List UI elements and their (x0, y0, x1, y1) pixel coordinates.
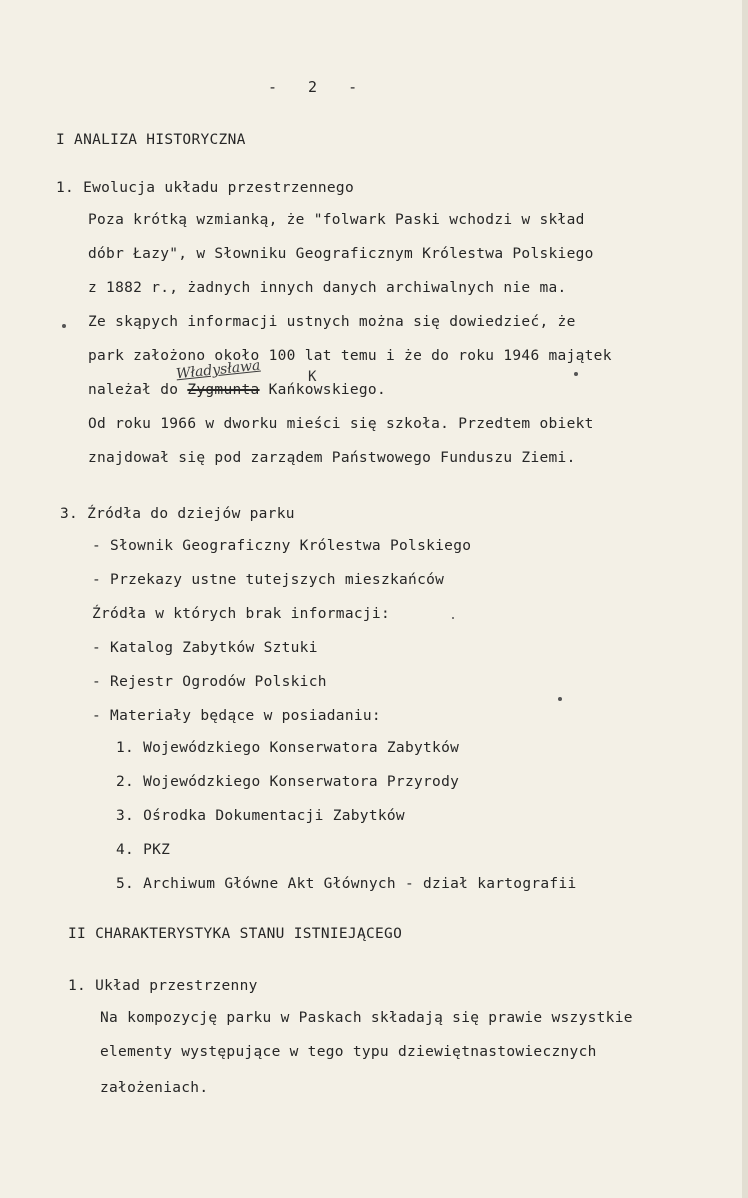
text-line: I ANALIZA HISTORYCZNA (56, 132, 246, 148)
text-line: 1. Układ przestrzenny (68, 978, 258, 994)
page-edge (742, 0, 748, 1198)
text-line: 5. Archiwum Główne Akt Głównych - dział kartografii (116, 876, 577, 892)
ink-spot (574, 372, 578, 376)
text-line: 3. Ośrodka Dokumentacji Zabytków (116, 808, 405, 824)
handwritten-mark: K (308, 369, 317, 385)
text-line: Na kompozycję parku w Paskach składają się prawie wszystkie (100, 1010, 633, 1026)
page-number: - 2 - (268, 78, 358, 96)
text-line: dóbr Łazy", w Słowniku Geograficznym Królestwa Polskiego (88, 246, 594, 262)
text-line: - Rejestr Ogrodów Polskich (92, 674, 327, 690)
text-line: z 1882 r., żadnych innych danych archiwalnych nie ma. (88, 280, 567, 296)
text-line: - Przekazy ustne tutejszych mieszkańców (92, 572, 445, 588)
text-line: 2. Wojewódzkiego Konserwatora Przyrody (116, 774, 460, 790)
owner-suffix: Kańkowskiego. (259, 382, 386, 398)
text-line: - Materiały będące w posiadaniu: (92, 708, 381, 724)
text-line: 4. PKZ (116, 842, 171, 858)
ink-spot (558, 697, 562, 701)
text-line: - Słownik Geograficzny Królestwa Polskiego (92, 538, 472, 554)
struck-name: Zygmunta (187, 382, 260, 398)
ink-spot (452, 617, 454, 619)
handwritten-insert: Władysława (175, 357, 262, 383)
owner-line (88, 382, 386, 398)
text-line: Ze skąpych informacji ustnych można się dowiedzieć, że (88, 314, 576, 330)
owner-prefix: należał do (88, 382, 188, 398)
text-line: 1. Ewolucja układu przestrzennego (56, 180, 354, 196)
text-line: Źródła w których brak informacji: (92, 606, 390, 622)
text-line: II CHARAKTERYSTYKA STANU ISTNIEJĄCEGO (68, 926, 403, 942)
text-line: park założono około 100 lat temu i że do roku 1946 majątek (88, 348, 612, 364)
text-line: 1. Wojewódzkiego Konserwatora Zabytków (116, 740, 460, 756)
text-line: elementy występujące w tego typu dziewiętnastowiecznych (100, 1044, 597, 1060)
text-line: Od roku 1966 w dworku mieści się szkoła. Przedtem obiekt (88, 416, 594, 432)
text-line: założeniach. (100, 1080, 209, 1096)
text-line: - Katalog Zabytków Sztuki (92, 640, 318, 656)
text-line: Poza krótką wzmianką, że "folwark Paski wchodzi w skład (88, 212, 585, 228)
text-line: 3. Źródła do dziejów parku (60, 506, 295, 522)
margin-dot (62, 324, 66, 328)
text-line: znajdował się pod zarządem Państwowego Funduszu Ziemi. (88, 450, 576, 466)
